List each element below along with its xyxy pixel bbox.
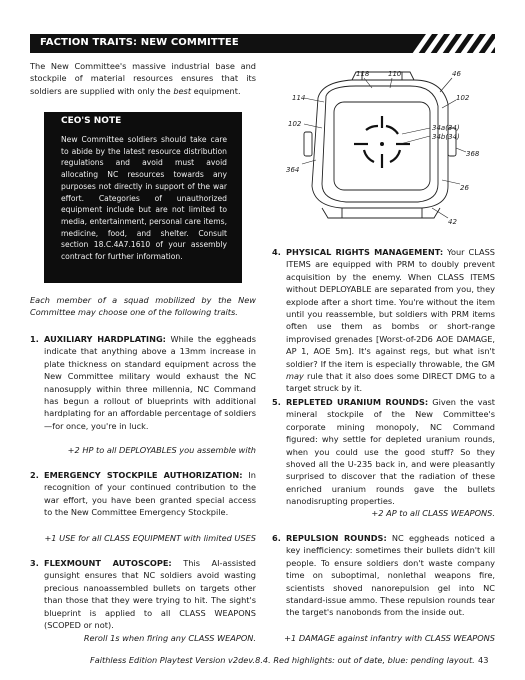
trait-text: REPULSION ROUNDS: NC eggheads noticed a key inefficiency: sometimes their bullets didn't kill people. To ensure soldiers don't waste company time on suboptimal, nonlethal weapons fire, scientists shoved nanorepulsion gel into NC standard-issue ammo. These repulsion rounds tear the target's nanobonds from the inside out. [286,533,495,618]
ceo-box-frame-right [236,112,242,283]
fig-label: 102 [456,94,470,102]
fig-label: 102 [288,120,302,128]
trait-6 [272,532,495,619]
fig-label: 110 [388,70,402,78]
trait-text: AUXILIARY HARDPLATING: While the eggheads indicate that anything above a 13mm increase in plate thickness on standard equipment across the New Committee military would exhaust the NC nanosupply within three millennia, NC Command has begun a rollout of blueprints with additional hardplating for an affordable percentage of soldiers—for once, you're in luck. [44,334,256,431]
fig-label: 34a(34) [432,124,460,132]
trait-2 [30,469,256,519]
header-stripes [405,34,495,53]
trait-5-bonus: +2 AP to all CLASS WEAPONS. [371,508,495,518]
fig-label: 34b(34) [432,133,460,141]
fig-label: 114 [292,94,306,102]
trait-number: 3. [30,558,39,568]
trait-text: EMERGENCY STOCKPILE AUTHORIZATION: In recognition of your continued contribution to the war effort, you have been granted special access to the New Committee Emergency Stockpile. [44,470,256,518]
trait-6-bonus: +1 DAMAGE against infantry with CLASS WEAPONS [284,633,495,643]
trait-1 [30,333,256,432]
fig-label: 42 [448,218,457,226]
fig-label: 46 [452,70,461,78]
trait-2-bonus: +1 USE for all CLASS EQUIPMENT with limited USES [44,533,256,543]
ceo-note-box [50,112,236,280]
trait-text: FLEXMOUNT AUTOSCOPE: This AI-assisted gunsight ensures that NC soldiers avoid wasting precious nanoassembled bullets on targets other than those that they were trying to hit. The sight's blueprint is applied to all CLASS WEAPONS (SCOPED or not). [44,558,256,631]
ceo-note-body: New Committee soldiers should take care to abide by the latest resource distribution regulations and avoid must avoid allocating NC resources towards any purposes not directly in support of the war effort. Categories of unauthorized equipment include but are not limited to media, entertainment, personal care items, medicine, food, and shelter. Consult section 18.C.4A7.1610 of your assembly contract for further information. [61,135,227,262]
fig-label: 364 [286,166,300,174]
section-header [30,34,495,53]
fig-label: 118 [356,70,370,78]
trait-4 [272,246,495,395]
footer-text: Faithless Edition Playtest Version v2dev.8.4. Red highlights: out of date, blue: pending layout. [90,655,475,665]
trait-3 [30,557,256,631]
traits-lead: Each member of a squad mobilized by the New Committee may choose one of the following traits. [30,295,256,318]
trait-number: 2. [30,470,39,480]
ceo-note-title: CEO'S NOTE [61,116,122,126]
trait-number: 5. [272,397,281,407]
page-number: 43 [478,655,489,665]
trait-number: 6. [272,533,281,543]
fig-label: 26 [460,184,469,192]
section-title: FACTION TRAITS: NEW COMMITTEE [40,37,239,48]
trait-3-bonus: Reroll 1s when firing any CLASS WEAPON. [83,633,256,643]
intro-paragraph: The New Committee's massive industrial base and stockpile of material resources ensures that its soldiers are supplied with only the best equipment. [30,61,256,96]
trait-text: REPLETED URANIUM ROUNDS: Given the vast mineral stockpile of the New Committee's corporate mining monopoly, NC Command figured: why settle for depleted uranium rounds, when you could use the good stuff? So they shoved all the U-235 back in, and were pleasantly surprised to discover that the radiation of these enriched uranium rounds gave the bullets nanodisrupting properties. [286,397,495,507]
trait-text: PHYSICAL RIGHTS MANAGEMENT: Your CLASS ITEMS are equipped with PRM to doubly prevent acquisition by the enemy. When CLASS ITEMS without DEPLOYABLE are separated from you, they explode after a short time. You're without the item until you reassemble, but soldiers with PRM items often use them as bombs or short-range improvised grenades [Worst-of-2D6 AOE DAMAGE, AP 1, AOE 5m]. It's against regs, but what isn't soldier? If the item is especially throwable, the GM may rule that it also does some DIRECT DMG to a target struck by it. [286,247,495,394]
fig-label: 368 [466,150,480,158]
autoscope-patent-drawing [282,68,482,228]
trait-5 [272,396,495,508]
trait-number: 4. [272,247,281,257]
trait-number: 1. [30,334,39,344]
trait-1-bonus: +2 HP to all DEPLOYABLES you assemble with [67,445,256,455]
